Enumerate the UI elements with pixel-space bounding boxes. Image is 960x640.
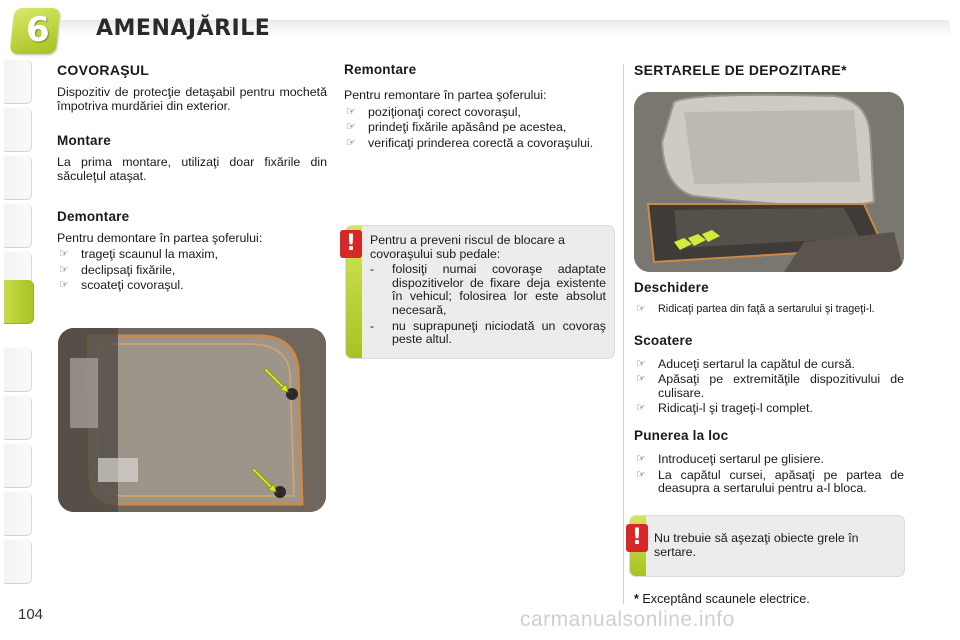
- footnote: [634, 592, 810, 606]
- remontare-intro: Pentru remontare în partea şoferului:: [344, 88, 547, 102]
- pointing-hand-icon: ☞: [346, 136, 356, 149]
- chapter-tab-2[interactable]: [4, 108, 32, 152]
- footnote-text: Exceptând scaunele electrice.: [638, 592, 810, 606]
- list-item: - folosiţi numai covoraşe adaptate dispozitivelor de fixare deja existente în vehicul; folosirea lor este absolut necesară,: [370, 262, 606, 317]
- drawer-photo: [634, 92, 904, 272]
- warning-exclamation-icon: !: [340, 230, 362, 258]
- pointing-hand-icon: ☞: [636, 303, 646, 315]
- page-number: 104: [18, 606, 44, 623]
- list-item: ☞ scoateţi covoraşul.: [59, 278, 184, 293]
- carpet-illustration: [58, 328, 326, 512]
- chapter-tab-9[interactable]: [4, 444, 32, 488]
- chapter-tab-7[interactable]: [4, 348, 32, 392]
- column-sertarele: [634, 60, 904, 78]
- chapter-number: 6: [26, 10, 50, 50]
- warning-box-pedals: [346, 226, 614, 358]
- heading-punerea-la-loc: Punerea la loc: [634, 427, 729, 443]
- demontare-intro: Pentru demontare în partea şoferului:: [57, 231, 263, 246]
- warning-exclamation-icon: !: [626, 524, 648, 552]
- heading-remontare: Remontare: [344, 62, 417, 77]
- warning-list: [370, 263, 606, 347]
- column-divider: [623, 64, 624, 604]
- list-item: ☞ declipsaţi fixările,: [59, 262, 176, 277]
- heading-scoatere: Scoatere: [634, 332, 693, 348]
- column-remontare: [344, 60, 614, 152]
- chapter-tab-1[interactable]: [4, 60, 32, 104]
- chapter-tab-8[interactable]: [4, 396, 32, 440]
- seat-drawer-illustration: [634, 92, 904, 272]
- pointing-hand-icon: ☞: [346, 105, 356, 118]
- page-title: AMENAJĂRILE: [96, 16, 271, 41]
- list-item: ☞ poziţionaţi corect covoraşul,: [346, 104, 521, 119]
- chapter-tab-3[interactable]: [4, 156, 32, 200]
- pointing-hand-icon: ☞: [636, 373, 646, 386]
- remontare-list: [344, 106, 614, 151]
- carpet-photo: [58, 328, 326, 512]
- heading-deschidere: Deschidere: [634, 280, 709, 295]
- chapter-tab-4[interactable]: [4, 204, 32, 248]
- chapter-tab-10[interactable]: [4, 492, 32, 536]
- pointing-hand-icon: ☞: [59, 279, 69, 292]
- warning-intro: Pentru a preveni riscul de blocare a covoraşului sub pedale:: [370, 233, 565, 261]
- pointing-hand-icon: ☞: [59, 247, 69, 260]
- list-item: ☞ trageţi scaunul la maxim,: [59, 246, 219, 261]
- list-item: ☞ Introduceţi sertarul pe glisiere.: [636, 451, 824, 466]
- list-item: ☞ prindeţi fixările apăsând pe acestea,: [346, 120, 567, 135]
- pointing-hand-icon: ☞: [636, 468, 646, 481]
- column-covorasul: [57, 60, 327, 295]
- list-item: ☞ La capătul cursei, apăsaţi pe partea de deasupra a sertarului pentru a-l bloca.: [636, 467, 904, 496]
- warning-box-heavy-objects: [630, 516, 904, 576]
- column-sertarele-body: [634, 280, 904, 498]
- footnote-marker: *: [634, 592, 639, 606]
- chapter-tab-6-active[interactable]: [4, 280, 34, 324]
- scoatere-list: [634, 358, 904, 416]
- section-title-sertarele: SERTARELE DE DEPOZITARE*: [634, 62, 847, 78]
- chapter-tab-11[interactable]: [4, 540, 32, 584]
- list-item: ☞ Aduceţi sertarul la capătul de cursă.: [636, 356, 855, 371]
- pointing-hand-icon: ☞: [346, 121, 356, 134]
- list-item: ☞ Ridicaţi partea din faţă a sertarului şi trageţi-l.: [636, 303, 875, 315]
- montare-text: La prima montare, utilizaţi doar fixările din săculeţul ataşat.: [57, 155, 327, 183]
- warning-text: [370, 234, 606, 347]
- heading-demontare: Demontare: [57, 209, 130, 225]
- pointing-hand-icon: ☞: [636, 357, 646, 370]
- pointing-hand-icon: ☞: [636, 402, 646, 415]
- list-item: - nu suprapuneţi niciodată un covoraş peste altul.: [370, 318, 606, 347]
- list-item: ☞ Ridicaţi-l şi trageţi-l complet.: [636, 401, 813, 416]
- watermark: carmanualsonline.info: [520, 608, 735, 631]
- demontare-list: [57, 248, 327, 293]
- deschidere-list: [634, 303, 904, 317]
- heading-montare: Montare: [57, 133, 111, 149]
- warning-text: Nu trebuie să aşezaţi obiecte grele în sertare.: [654, 531, 859, 559]
- chapter-tabs: [0, 60, 34, 580]
- pointing-hand-icon: ☞: [59, 263, 69, 276]
- pointing-hand-icon: ☞: [636, 452, 646, 465]
- section-title-covorasul: COVORAŞUL: [57, 62, 150, 78]
- punerea-list: [634, 453, 904, 496]
- list-item: ☞ Apăsaţi pe extremităţile dispozitivului de culisare.: [636, 372, 904, 400]
- list-item: ☞ verificaţi prinderea corectă a covoraşului.: [346, 135, 594, 150]
- covorasul-intro: Dispozitiv de protecţie detaşabil pentru mochetă împotriva murdăriei din exterior.: [57, 85, 327, 113]
